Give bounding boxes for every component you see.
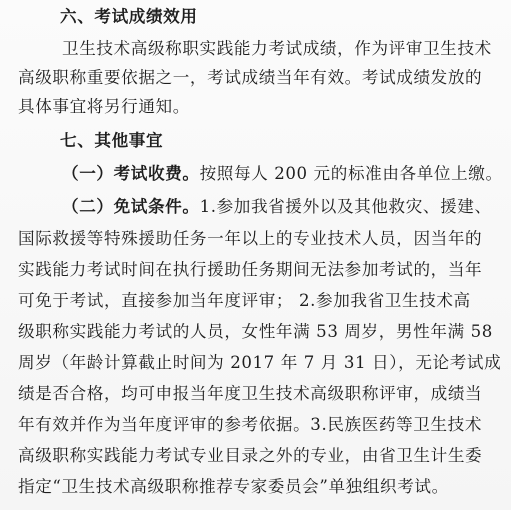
item-text: 按照每人 200 元的标准由各单位上缴。 <box>199 164 503 183</box>
item-text: 1.参加我省援外以及其他救灾、援建、 <box>199 197 492 216</box>
body-line: 实践能力考试时间在执行援助任务期间无法参加考试的，当年 <box>18 260 483 279</box>
body-line: 卫生技术高级称职实践能力考试成绩，作为评审卫生技术 <box>62 39 492 58</box>
body-line: 具体事宜将另行通知。 <box>18 97 190 116</box>
item-label: （二）免试条件。 <box>62 196 200 216</box>
body-line: 高级职称实践能力考试专业目录之外的专业，由省卫生计生委 <box>18 446 483 465</box>
body-line: 年有效并作为当年度评审的参考依据。3.民族医药等卫生技术 <box>18 415 483 434</box>
body-line: 指定“卫生技术高级职称推荐专家委员会”单独组织考试。 <box>18 477 449 496</box>
section-heading-6: 六、考试成绩效用 <box>60 6 198 26</box>
body-line: 周岁（年龄计算截止时间为 2017 年 7 月 31 日），无论考试成 <box>18 353 502 372</box>
item-label: （一）考试收费。 <box>62 163 200 183</box>
body-line: 高级职称重要依据之一，考试成绩当年有效。考试成绩发放的 <box>18 68 483 87</box>
body-line: 级职称实践能力考试的人员，女性年满 53 周岁，男性年满 58 <box>18 322 493 341</box>
body-line: 国际救援等特殊援助任务一年以上的专业技术人员，因当年的 <box>18 229 483 248</box>
list-item-1 <box>62 159 511 187</box>
list-item-2 <box>62 192 511 220</box>
body-line: 绩是否合格，均可申报当年度卫生技术高级职称评审，成绩当 <box>18 384 483 403</box>
body-line: 可免于考试，直接参加当年度评审； 2.参加我省卫生技术高 <box>18 291 471 310</box>
section-heading-7: 七、其他事宜 <box>60 130 164 150</box>
